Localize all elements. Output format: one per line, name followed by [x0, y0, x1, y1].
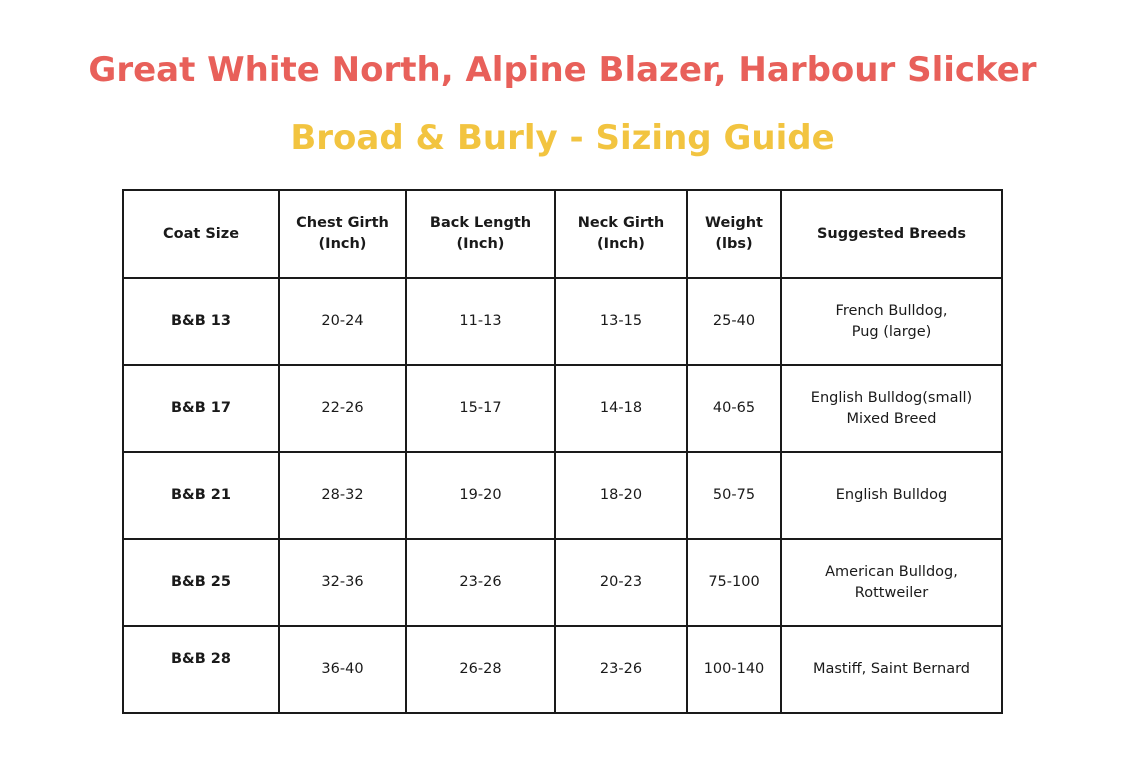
header-coat-size — [123, 190, 279, 278]
breed-line: English Bulldog — [835, 487, 948, 503]
weight-cell: 100-140 — [687, 626, 781, 713]
table-row — [123, 539, 1002, 626]
chest-girth-cell: 28-32 — [279, 452, 406, 539]
coat-size-cell: B&B 28 — [123, 626, 279, 713]
breed-line: French Bulldog, — [835, 302, 948, 319]
header-neck-girth — [555, 190, 687, 278]
breed-line: Mixed Breed — [846, 410, 937, 427]
back-length-cell: 26-28 — [406, 626, 555, 713]
suggested-breeds-cell — [781, 278, 1002, 365]
breed-line: Mastiff, Saint Bernard — [812, 661, 971, 677]
back-length-cell: 11-13 — [406, 278, 555, 365]
table-row — [123, 626, 1002, 713]
table-row — [123, 452, 1002, 539]
chest-girth-cell: 22-26 — [279, 365, 406, 452]
header-weight — [687, 190, 781, 278]
neck-girth-cell: 14-18 — [555, 365, 687, 452]
neck-girth-cell: 23-26 — [555, 626, 687, 713]
header-label: Chest Girth — [296, 215, 389, 231]
table-row — [123, 365, 1002, 452]
sizing-table — [122, 189, 1003, 714]
header-label: Coat Size — [162, 225, 240, 242]
chest-girth-cell: 20-24 — [279, 278, 406, 365]
coat-size-cell: B&B 21 — [123, 452, 279, 539]
header-unit: (lbs) — [715, 236, 753, 252]
coat-size-cell: B&B 17 — [123, 365, 279, 452]
weight-cell: 75-100 — [687, 539, 781, 626]
weight-cell: 50-75 — [687, 452, 781, 539]
header-label: Neck Girth — [577, 215, 665, 231]
breed-line: Rottweiler — [854, 584, 929, 601]
suggested-breeds-cell — [781, 539, 1002, 626]
suggested-breeds-cell — [781, 452, 1002, 539]
header-unit: (Inch) — [318, 236, 367, 252]
page-title: Great White North, Alpine Blazer, Harbour Slicker — [88, 50, 1037, 90]
suggested-breeds-cell — [781, 626, 1002, 713]
suggested-breeds-cell — [781, 365, 1002, 452]
back-length-cell: 19-20 — [406, 452, 555, 539]
breed-line: American Bulldog, — [825, 563, 958, 580]
weight-cell: 25-40 — [687, 278, 781, 365]
neck-girth-cell: 18-20 — [555, 452, 687, 539]
header-label: Back Length — [429, 215, 532, 231]
coat-size-cell: B&B 25 — [123, 539, 279, 626]
back-length-cell: 15-17 — [406, 365, 555, 452]
weight-cell: 40-65 — [687, 365, 781, 452]
chest-girth-cell: 32-36 — [279, 539, 406, 626]
header-label: Suggested Breeds — [816, 225, 967, 242]
neck-girth-cell: 13-15 — [555, 278, 687, 365]
neck-girth-cell: 20-23 — [555, 539, 687, 626]
coat-size-cell: B&B 13 — [123, 278, 279, 365]
header-suggested-breeds — [781, 190, 1002, 278]
header-unit: (Inch) — [456, 236, 505, 252]
breed-line: Pug (large) — [851, 323, 932, 340]
header-unit: (Inch) — [597, 236, 645, 252]
header-chest-girth — [279, 190, 406, 278]
back-length-cell: 23-26 — [406, 539, 555, 626]
header-label: Weight — [705, 215, 763, 231]
chest-girth-cell: 36-40 — [279, 626, 406, 713]
page-subtitle: Broad & Burly - Sizing Guide — [290, 118, 835, 158]
table-header-row — [123, 190, 1002, 278]
breed-line: English Bulldog(small) — [810, 389, 973, 406]
header-back-length — [406, 190, 555, 278]
table-row — [123, 278, 1002, 365]
